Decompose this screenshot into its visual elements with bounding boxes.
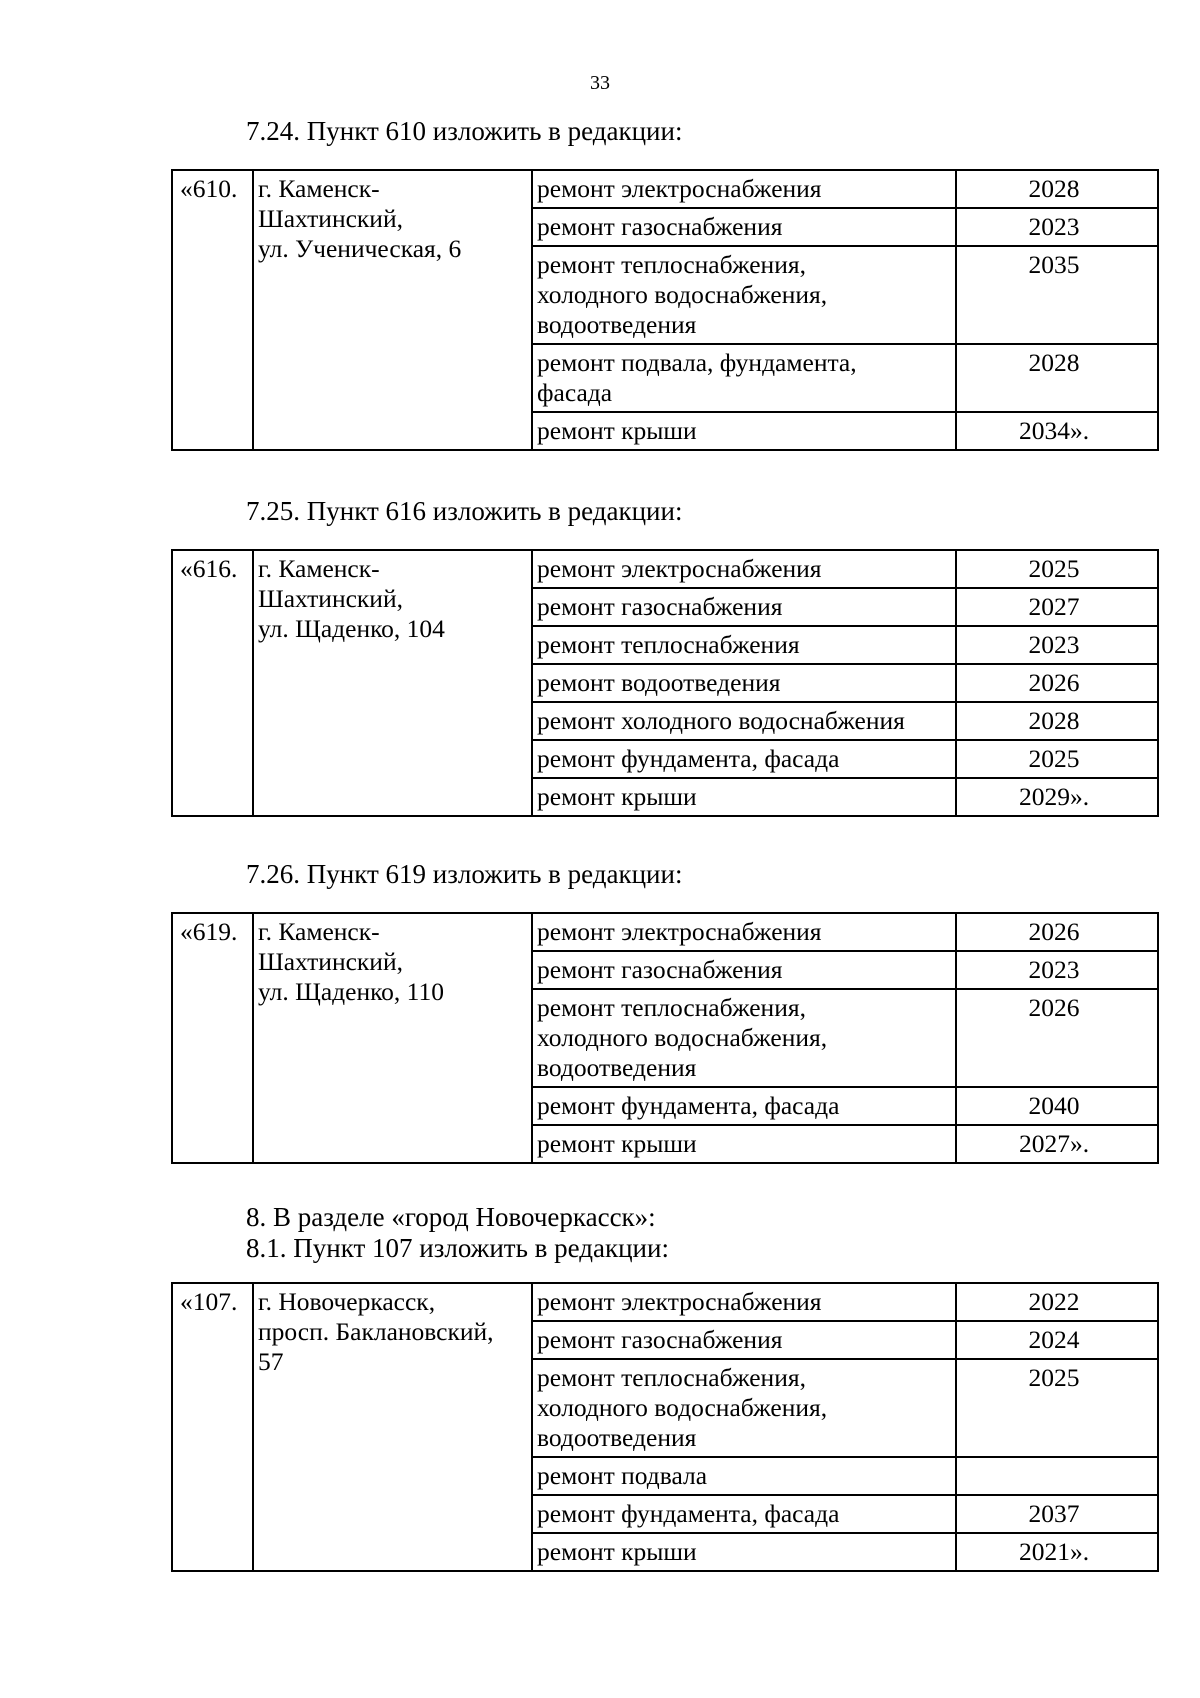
work-type	[532, 1457, 956, 1495]
work-year: 2028	[956, 170, 1158, 208]
address-line: Шахтинский,	[258, 204, 403, 233]
work-type	[532, 989, 956, 1087]
work-line: ремонт подвала	[537, 1461, 708, 1490]
work-line: ремонт электроснабжения	[537, 554, 822, 583]
work-line: ремонт электроснабжения	[537, 1287, 822, 1316]
work-line: ремонт электроснабжения	[537, 917, 822, 946]
work-type	[532, 778, 956, 816]
work-type	[532, 626, 956, 664]
work-type	[532, 951, 956, 989]
work-type	[532, 1283, 956, 1321]
heading-line: 7.25. Пункт 616 изложить в редакции:	[246, 496, 683, 526]
work-line: ремонт фундамента, фасада	[537, 1091, 840, 1120]
work-year: 2035	[956, 246, 1158, 344]
heading-line: 7.24. Пункт 610 изложить в редакции:	[246, 116, 683, 146]
work-line: водоотведения	[537, 310, 697, 339]
work-line: фасада	[537, 378, 613, 407]
work-year: 2023	[956, 208, 1158, 246]
work-year: 2023	[956, 626, 1158, 664]
item-number: «616.	[172, 550, 253, 816]
work-type	[532, 1087, 956, 1125]
work-line: ремонт фундамента, фасада	[537, 1499, 840, 1528]
work-line: ремонт газоснабжения	[537, 212, 783, 241]
work-year: 2025	[956, 1359, 1158, 1457]
work-line: ремонт газоснабжения	[537, 592, 783, 621]
work-line: ремонт электроснабжения	[537, 174, 822, 203]
work-line: ремонт крыши	[537, 1537, 697, 1566]
item-number: «610.	[172, 170, 253, 450]
heading-7-26	[246, 859, 682, 890]
work-type	[532, 1321, 956, 1359]
heading-section-8	[246, 1202, 669, 1264]
address-line: ул. Щаденко, 110	[258, 977, 444, 1006]
address-line: ул. Ученическая, 6	[258, 234, 462, 263]
work-line: холодного водоснабжения,	[537, 1393, 828, 1422]
heading-line: 7.26. Пункт 619 изложить в редакции:	[246, 859, 683, 889]
table-item-610	[171, 169, 1159, 451]
work-type	[532, 664, 956, 702]
work-line: ремонт водоотведения	[537, 668, 781, 697]
work-line: ремонт теплоснабжения,	[537, 993, 806, 1022]
address-line: просп. Баклановский,	[258, 1317, 494, 1346]
work-year: 2027».	[956, 1125, 1158, 1163]
table-item-619	[171, 912, 1159, 1164]
work-line: ремонт теплоснабжения,	[537, 250, 806, 279]
work-line: ремонт холодного водоснабжения	[537, 706, 905, 735]
work-line: ремонт подвала, фундамента,	[537, 348, 857, 377]
work-line: холодного водоснабжения,	[537, 1023, 828, 1052]
work-year: 2028	[956, 702, 1158, 740]
address-line: г. Каменск-	[258, 554, 380, 583]
heading-7-24	[246, 116, 682, 147]
work-year: 2023	[956, 951, 1158, 989]
work-year: 2022	[956, 1283, 1158, 1321]
work-year: 2026	[956, 913, 1158, 951]
work-type	[532, 913, 956, 951]
work-line: ремонт теплоснабжения	[537, 630, 800, 659]
table-row	[172, 550, 1158, 588]
address-line: г. Новочеркасск,	[258, 1287, 436, 1316]
heading-7-25	[246, 496, 682, 527]
work-year: 2021».	[956, 1533, 1158, 1571]
page-number: 33	[590, 72, 610, 94]
work-type	[532, 1125, 956, 1163]
item-address	[253, 1283, 532, 1571]
work-type	[532, 208, 956, 246]
work-line: ремонт крыши	[537, 416, 697, 445]
heading-line: 8.1. Пункт 107 изложить в редакции:	[246, 1233, 669, 1263]
item-address	[253, 913, 532, 1163]
work-type	[532, 740, 956, 778]
item-number: «107.	[172, 1283, 253, 1571]
work-year	[956, 1457, 1158, 1495]
work-line: ремонт газоснабжения	[537, 1325, 783, 1354]
work-year: 2034».	[956, 412, 1158, 450]
work-line: водоотведения	[537, 1423, 697, 1452]
address-line: г. Каменск-	[258, 174, 380, 203]
work-type	[532, 412, 956, 450]
work-year: 2026	[956, 989, 1158, 1087]
work-type	[532, 1495, 956, 1533]
address-line: г. Каменск-	[258, 917, 380, 946]
work-year: 2028	[956, 344, 1158, 412]
address-line: 57	[258, 1347, 284, 1376]
address-line: ул. Щаденко, 104	[258, 614, 445, 643]
work-line: ремонт крыши	[537, 1129, 697, 1158]
work-line: холодного водоснабжения,	[537, 280, 828, 309]
work-line: водоотведения	[537, 1053, 697, 1082]
work-type	[532, 702, 956, 740]
work-year: 2025	[956, 550, 1158, 588]
work-type	[532, 1359, 956, 1457]
table-row	[172, 1283, 1158, 1321]
table-row	[172, 913, 1158, 951]
address-line: Шахтинский,	[258, 584, 403, 613]
work-type	[532, 588, 956, 626]
item-number: «619.	[172, 913, 253, 1163]
table-item-616	[171, 549, 1159, 817]
table-row	[172, 170, 1158, 208]
work-year: 2025	[956, 740, 1158, 778]
heading-line: 8. В разделе «город Новочеркасск»:	[246, 1202, 656, 1232]
work-line: ремонт теплоснабжения,	[537, 1363, 806, 1392]
table-item-107	[171, 1282, 1159, 1572]
work-type	[532, 1533, 956, 1571]
work-line: ремонт фундамента, фасада	[537, 744, 840, 773]
work-year: 2027	[956, 588, 1158, 626]
work-type	[532, 344, 956, 412]
work-type	[532, 550, 956, 588]
address-line: Шахтинский,	[258, 947, 403, 976]
work-line: ремонт крыши	[537, 782, 697, 811]
work-type	[532, 170, 956, 208]
work-year: 2026	[956, 664, 1158, 702]
work-year: 2024	[956, 1321, 1158, 1359]
item-address	[253, 550, 532, 816]
item-address	[253, 170, 532, 450]
work-year: 2029».	[956, 778, 1158, 816]
work-year: 2037	[956, 1495, 1158, 1533]
work-type	[532, 246, 956, 344]
work-year: 2040	[956, 1087, 1158, 1125]
work-line: ремонт газоснабжения	[537, 955, 783, 984]
